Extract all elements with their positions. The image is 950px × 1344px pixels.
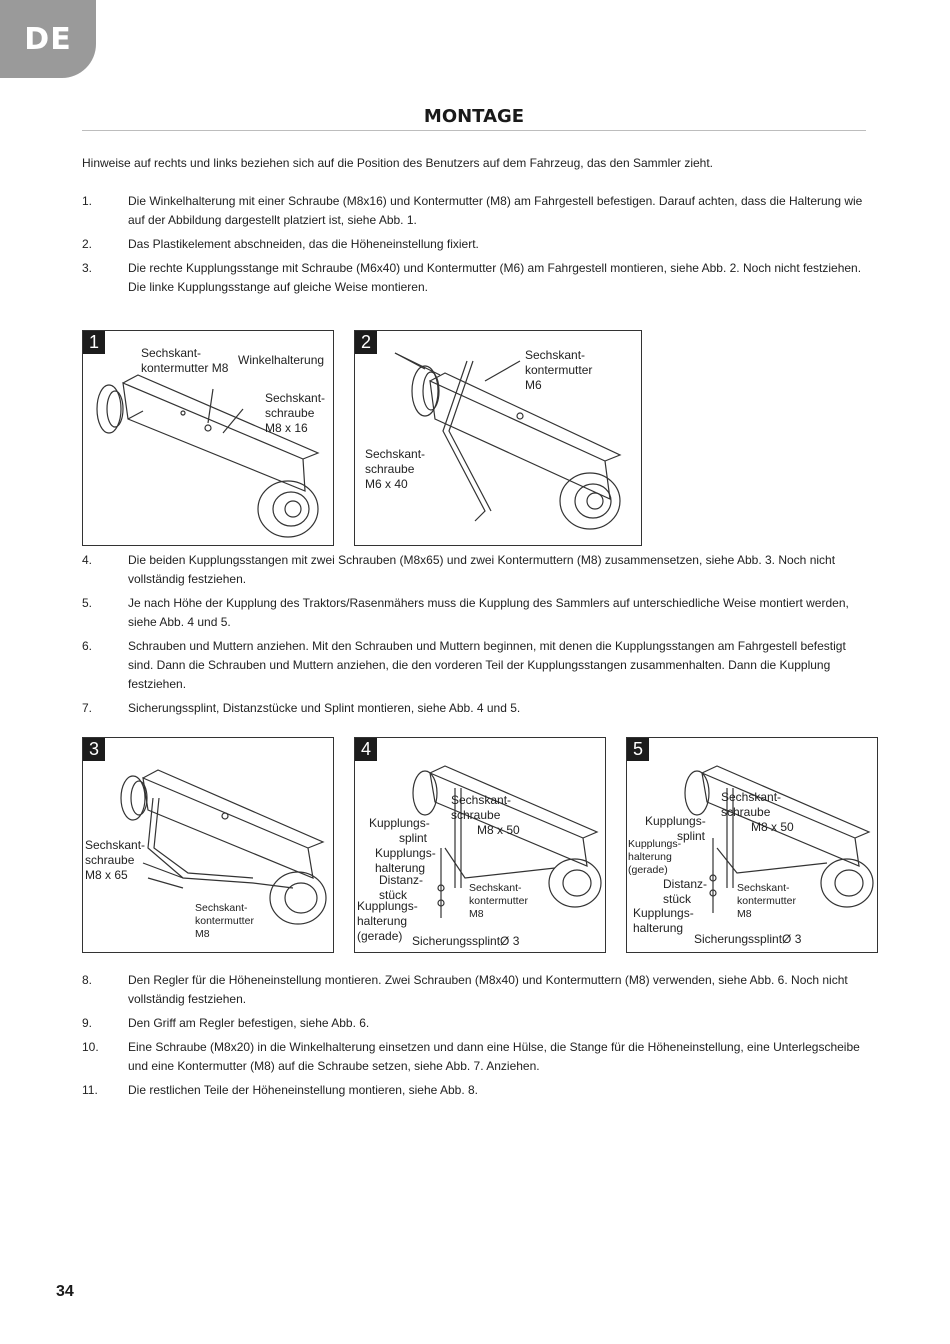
step-item <box>82 699 872 718</box>
figure-number: 3 <box>83 738 105 761</box>
step-text: Die rechte Kupplungsstange mit Schraube (M6x40) und Kontermutter (M6) am Fahrgestell montieren, siehe Abb. 2. Noch nicht festziehen. Die linke Kupplungsstange auf gleiche Weise montieren. <box>128 261 862 294</box>
label-hitch-bracket: Kupplungs- halterung <box>375 846 436 875</box>
step-number: 4. <box>82 553 93 567</box>
figure-3 <box>82 737 334 953</box>
steps-list-c <box>82 971 872 1105</box>
step-text: Die restlichen Teile der Höheneinstellung montieren, siehe Abb. 8. <box>128 1083 478 1097</box>
step-number: 3. <box>82 261 93 275</box>
label-hitch-pin: Kupplungs- splint <box>645 814 706 843</box>
step-item <box>82 637 872 694</box>
label-safety-pin: SicherungssplintØ 3 <box>412 934 520 948</box>
label-hitch-bracket-straight: Kupplungs- halterung (gerade) <box>357 899 418 943</box>
step-number: 10. <box>82 1040 99 1054</box>
page-number: 34 <box>56 1283 74 1300</box>
label-safety-pin: SicherungssplintØ 3 <box>694 932 802 946</box>
figure-number: 2 <box>355 331 377 354</box>
spreader-drawing-2 <box>355 331 641 545</box>
label-spacer: Distanz- stück <box>663 877 708 906</box>
step-text: Schrauben und Muttern anziehen. Mit den Schrauben und Muttern beginnen, mit denen die Kupplungsstangen am Fahrgestell befestigt sind. Dann die Schrauben und Muttern anziehen, die den vorderen Teil der Kupplungsstangen zusammenhalten. Dann die Kupplung festziehen. <box>128 639 846 691</box>
steps-list-b <box>82 551 872 723</box>
step-item <box>82 192 872 230</box>
step-text: Den Regler für die Höheneinstellung montieren. Zwei Schrauben (M8x40) und Kontermuttern (M8) verwenden, siehe Abb. 6. Noch nicht vollständig festziehen. <box>128 973 848 1006</box>
step-item <box>82 1038 872 1076</box>
label-spacer: Distanz- stück <box>379 873 424 902</box>
step-number: 7. <box>82 701 93 715</box>
figure-number: 4 <box>355 738 377 761</box>
label-hitch-pin: Kupplungs- splint <box>369 816 430 845</box>
label-hitch-bracket: Kupplungs- halterung <box>633 906 694 935</box>
step-text: Die beiden Kupplungsstangen mit zwei Schrauben (M8x65) und zwei Kontermuttern (M8) zusammensetzen, siehe Abb. 3. Noch nicht vollständig festziehen. <box>128 553 836 586</box>
step-item <box>82 594 872 632</box>
step-number: 1. <box>82 194 93 208</box>
step-text: Eine Schraube (M8x20) in die Winkelhalterung einsetzen und dann eine Hülse, die Stange für die Höheneinstellung, eine Unterlegscheibe und eine Kontermutter (M8) auf die Schraube setzen, siehe Abb. 7. Anziehen. <box>128 1040 860 1073</box>
label-hex-locknut: Sechskant- kontermutter M6 <box>525 348 593 392</box>
label-hex-locknut: Sechskant- kontermutter M8 <box>737 882 796 920</box>
step-item <box>82 259 872 297</box>
label-hex-locknut: Sechskant- kontermutter M8 <box>195 902 254 940</box>
label-angle-bracket: Winkelhalterung <box>238 353 325 367</box>
step-text: Die Winkelhalterung mit einer Schraube (M8x16) und Kontermutter (M8) am Fahrgestell befestigen. Darauf achten, dass die Halterung wie auf der Abbildung dargestellt platziert ist, siehe Abb. 1. <box>128 194 863 227</box>
step-text: Den Griff am Regler befestigen, siehe Abb. 6. <box>128 1016 370 1030</box>
figure-number: 1 <box>83 331 105 354</box>
label-hitch-bracket-straight: Kupplungs- halterung (gerade) <box>628 838 682 876</box>
figure-number: 5 <box>627 738 649 761</box>
step-text: Das Plastikelement abschneiden, das die Höheneinstellung fixiert. <box>128 237 479 251</box>
intro-text: Hinweise auf rechts und links beziehen sich auf die Position des Benutzers auf dem Fahrzeug, das den Sammler zieht. <box>82 156 714 170</box>
label-hex-bolt: Sechskant- schraube M8 x 50 <box>721 790 794 834</box>
label-hex-locknut: Sechskant- kontermutter M8 <box>141 346 229 375</box>
step-item <box>82 1014 872 1033</box>
step-number: 2. <box>82 237 93 251</box>
step-number: 5. <box>82 596 93 610</box>
label-hex-bolt: Sechskant- schraube M8 x 16 <box>265 391 326 435</box>
step-item <box>82 235 872 254</box>
step-item <box>82 1081 872 1100</box>
step-number: 9. <box>82 1016 93 1030</box>
language-tab: DE <box>0 0 96 78</box>
figure-2 <box>354 330 642 546</box>
step-text: Je nach Höhe der Kupplung des Traktors/Rasenmähers muss die Kupplung des Sammlers auf unterschiedliche Weise montiert werden, siehe Abb. 4 und 5. <box>128 596 849 629</box>
page-title: MONTAGE <box>423 106 525 127</box>
label-hex-locknut: Sechskant- kontermutter M8 <box>469 882 528 920</box>
title-divider <box>82 130 866 131</box>
figure-5 <box>626 737 878 953</box>
step-number: 11. <box>82 1083 98 1097</box>
figure-4 <box>354 737 606 953</box>
figure-1 <box>82 330 334 546</box>
label-hex-bolt: Sechskant- schraube M8 x 50 <box>451 793 520 837</box>
label-hex-bolt: Sechskant- schraube M6 x 40 <box>365 447 426 491</box>
step-number: 8. <box>82 973 93 987</box>
step-item <box>82 551 872 589</box>
step-item <box>82 971 872 1009</box>
steps-list-a <box>82 192 872 302</box>
step-text: Sicherungssplint, Distanzstücke und Splint montieren, siehe Abb. 4 und 5. <box>128 701 521 715</box>
step-number: 6. <box>82 639 93 653</box>
label-hex-bolt: Sechskant- schraube M8 x 65 <box>85 838 146 882</box>
